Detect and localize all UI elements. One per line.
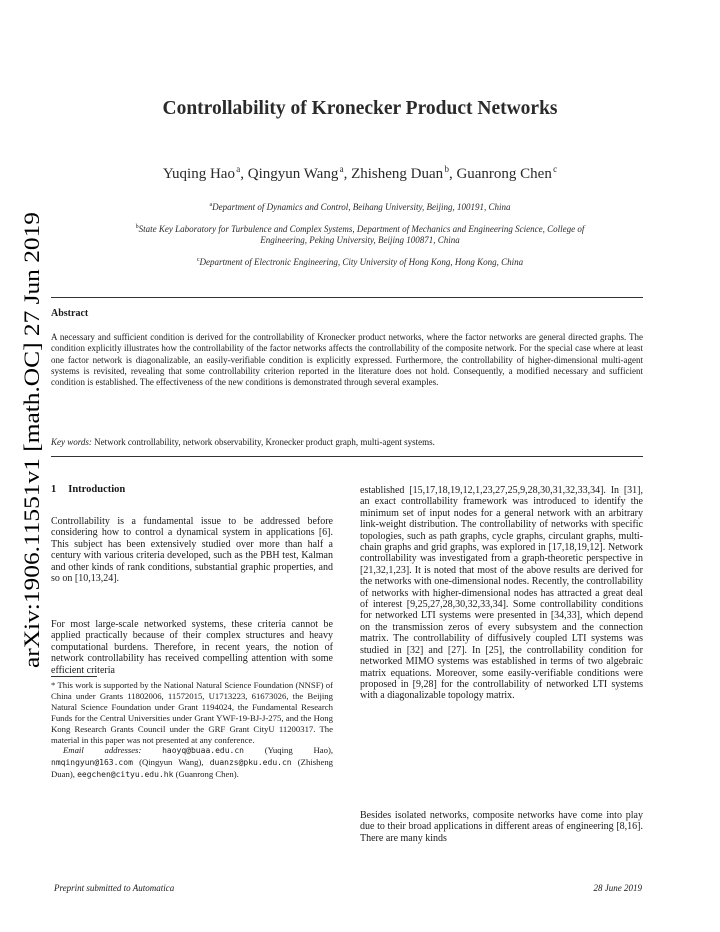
abstract-bottom-rule bbox=[51, 456, 643, 457]
affiliation bbox=[0, 222, 720, 246]
affiliation-text: Engineering, Peking University, Beijing 100871, China bbox=[260, 235, 460, 245]
abstract-heading: Abstract bbox=[51, 308, 89, 319]
body-paragraph: For most large-scale networked systems, these criteria cannot be applied practically because of their complex structures and heavy computational burdens. Therefore, in recent years, the notion of network controllability has received compelling attention with some efficient criteria bbox=[51, 619, 333, 676]
author-mark: a bbox=[339, 164, 344, 174]
arxiv-stamp-text: arXiv:1906.11551v1 [math.OC] 27 Jun 2019 bbox=[19, 272, 44, 668]
keywords-label: Key words: bbox=[51, 437, 92, 447]
email-link[interactable]: duanzs@pku.edu.cn bbox=[209, 758, 292, 768]
email-label: Email addresses: bbox=[63, 745, 142, 756]
email-link[interactable]: haoyq@buaa.edu.cn bbox=[162, 746, 244, 756]
author-name: Yuqing Hao bbox=[162, 166, 235, 182]
author-list: Yuqing Hao $^a$, Qingyun Wang $^a$, Zhisheng Duan $^b$, Guanrong Chen $^c$ bbox=[162, 164, 558, 182]
section-number: 1 bbox=[51, 484, 57, 495]
footer-date: 28 June 2019 bbox=[593, 883, 642, 893]
author-mark: c bbox=[553, 164, 558, 174]
footnote-rule bbox=[51, 676, 97, 677]
body-paragraph: established [15,17,18,19,12,1,23,27,25,9,28,30,31,32,33,34]. In [31], an exact controllability framework was introduced to identify the minimum set of input nodes for a general network with an arbitrary link-weight distribution. The controllability of networks with specific topologies, such as path graphs, cycle graphs, circulant graphs, multi-chain graphs and grid graphs, was explored in [17,18,19,12]. Network controllability was investigated from a graph-theoretic perspective in [21,32,1,23]. It is noted that most of the above results are derived for the networks with one-dimensional nodes. Recently, the controllability of networks with higher-dimensional nodes has attracted a great deal of interest [9,25,27,28,30,32,33,34]. Some controllability conditions for networked LTI systems were presented in [34,33], which depend on the transmission zeros of every subsystem and the connection matrix. The controllability of diffusively coupled LTI systems was studied in [32] and [27]. In [25], the controllability condition for networked MIMO systems was established in terms of two algebraic matrix equations. Moreover, some easily-verifiable conditions were proposed in [9,28] for the controllability of networked LTI systems with a diagonalizable topology matrix. bbox=[360, 485, 643, 702]
author-name: Guanrong Chen bbox=[456, 166, 552, 182]
funding-note bbox=[51, 680, 333, 745]
affiliation-text: Department of Electronic Engineering, City University of Hong Kong, Hong Kong, China bbox=[199, 257, 524, 267]
keywords-text: Network controllability, network observability, Kronecker product graph, multi-agent systems. bbox=[94, 437, 435, 447]
affiliation bbox=[0, 255, 720, 268]
email-link[interactable]: nmqingyun@163.com bbox=[51, 758, 133, 768]
footnote bbox=[51, 680, 333, 781]
email-link[interactable]: eegchen@cityu.edu.hk bbox=[77, 770, 174, 780]
email-owner: (Guanrong Chen). bbox=[175, 769, 239, 780]
affiliation-mark: a bbox=[209, 202, 213, 208]
funding-text: This work is supported by the National Natural Science Foundation (NNSF) of China under Grants 11802006, 11572015, U1713223, 61673026, the Beijing Natural Science Foundation under Grant 1194024, the Fundamental Research Funds for the Central Universities under Grant YWF-19-BJ-J-275, and the Hong Kong Research Grants Council under the GRF Grant CityU 11200317. The material in this paper was not presented at any conference. bbox=[51, 680, 333, 745]
body-paragraph: Besides isolated networks, composite networks have come into play due to their broad applications in different areas of engineering [8,16]. There are many kinds bbox=[360, 810, 643, 844]
email-owner: (Qingyun Wang), bbox=[139, 757, 204, 768]
affiliation-mark: b bbox=[135, 224, 139, 230]
email-owner: (Zhisheng Duan), bbox=[51, 757, 334, 780]
author-name: Qingyun Wang bbox=[247, 166, 339, 182]
abstract-text: A necessary and sufficient condition is derived for the controllability of Kronecker product networks, where the factor networks are general directed graphs. The condition explicitly illustrates how the controllability of the factor networks affects the controllability of the composite network. For the special case where at least one factor network is diagonalizable, an easily-verifiable condition is explicitly expressed. Furthermore, the controllability of higher-dimensional multi-agent systems is revisited, revealing that some controllability criterion reported in the literature does not hold. Consequently, a modified necessary and sufficient condition is established. The effectiveness of the new conditions is demonstrated through several examples. bbox=[51, 332, 643, 388]
keywords bbox=[51, 437, 435, 447]
footer-preprint: Preprint submitted to Automatica bbox=[54, 883, 175, 893]
section-title: Introduction bbox=[68, 484, 126, 495]
affiliation-text: Department of Dynamics and Control, Beihang University, Beijing, 100191, China bbox=[212, 202, 511, 212]
affiliation-mark: c bbox=[196, 257, 200, 263]
affiliation-text: State Key Laboratory for Turbulence and Complex Systems, Department of Mechanics and Engineering Science, College of bbox=[138, 224, 585, 234]
author-mark: a bbox=[236, 164, 241, 174]
author-name: Zhisheng Duan bbox=[351, 166, 444, 182]
email-addresses bbox=[51, 745, 333, 781]
affiliation bbox=[0, 200, 720, 213]
section-heading bbox=[51, 484, 125, 495]
arxiv-stamp bbox=[17, 208, 45, 668]
body-paragraph: Controllability is a fundamental issue to be addressed before considering how to control a dynamical system in applications [6]. This subject has been extensively studied over more than half a century with various criteria developed, such as the PBH test, Kalman and other kinds of rank conditions, substantial graphic properties, and so on [10,13,24]. bbox=[51, 516, 333, 585]
paper-title: Controllability of Kronecker Product Networks bbox=[162, 98, 558, 119]
footnote-mark: * bbox=[51, 680, 56, 690]
abstract-top-rule bbox=[51, 297, 643, 298]
author-mark: b bbox=[444, 164, 449, 174]
email-owner: (Yuqing Hao), bbox=[264, 745, 334, 756]
